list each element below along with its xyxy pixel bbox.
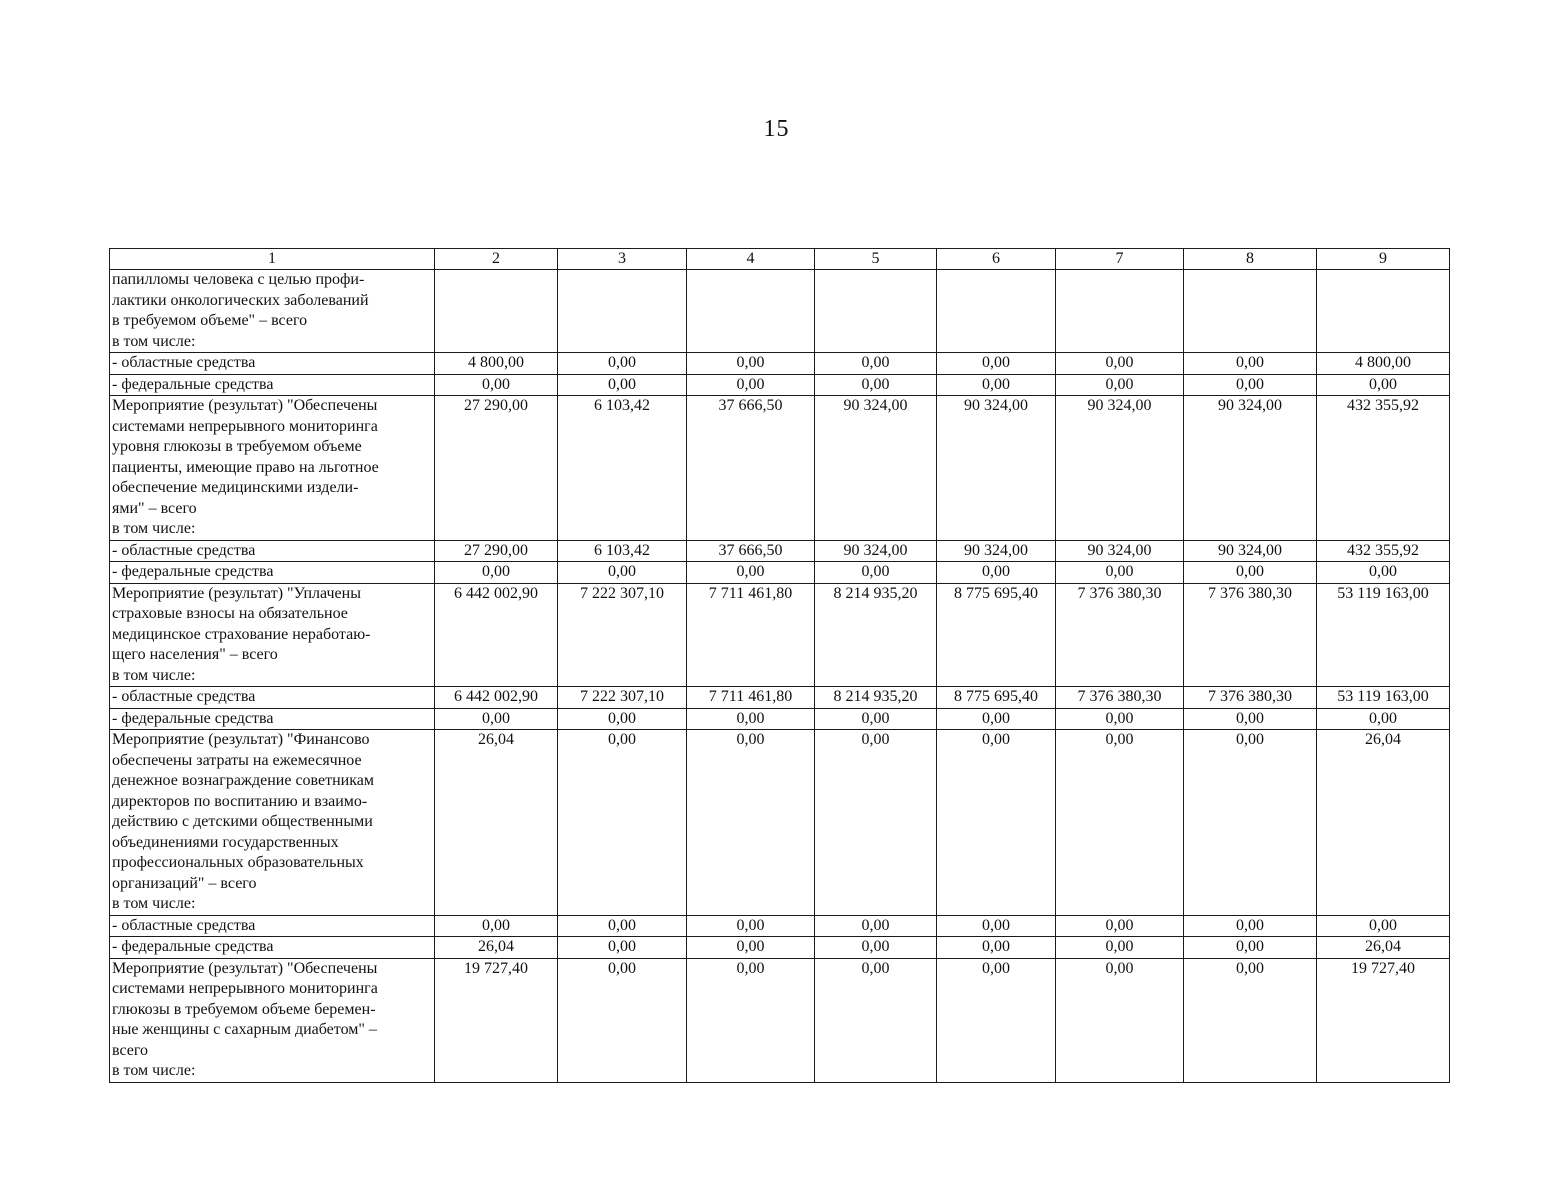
row-value xyxy=(1317,270,1450,353)
row-value: 0,00 xyxy=(558,937,687,959)
row-value xyxy=(815,270,937,353)
row-label: Мероприятие (результат) "Уплачены страховые взносы на обязательное медицинское страхование неработаю- щего населения" – всего в том числе: xyxy=(110,583,435,687)
row-value: 0,00 xyxy=(815,937,937,959)
row-value: 90 324,00 xyxy=(1184,396,1317,541)
row-value: 0,00 xyxy=(1317,562,1450,584)
row-value: 27 290,00 xyxy=(435,540,558,562)
row-value: 90 324,00 xyxy=(1056,540,1184,562)
row-value: 0,00 xyxy=(687,374,815,396)
federal-funds-row xyxy=(110,937,1450,959)
row-value: 8 214 935,20 xyxy=(815,583,937,687)
row-value: 90 324,00 xyxy=(815,540,937,562)
row-value: 0,00 xyxy=(558,562,687,584)
row-value: 6 442 002,90 xyxy=(435,687,558,709)
row-value: 4 800,00 xyxy=(1317,353,1450,375)
row-label: Мероприятие (результат) "Обеспечены системами непрерывного мониторинга уровня глюкозы в требуемом объеме пациенты, имеющие право на льготное обеспечение медицинскими издели- ями" – всего в том числе: xyxy=(110,396,435,541)
row-value: 53 119 163,00 xyxy=(1317,687,1450,709)
row-value: 7 222 307,10 xyxy=(558,687,687,709)
row-value: 0,00 xyxy=(1317,915,1450,937)
row-value: 0,00 xyxy=(1056,958,1184,1082)
row-value: 53 119 163,00 xyxy=(1317,583,1450,687)
row-value: 0,00 xyxy=(937,374,1056,396)
row-value: 0,00 xyxy=(815,562,937,584)
row-value: 0,00 xyxy=(1317,374,1450,396)
row-value: 6 103,42 xyxy=(558,396,687,541)
row-value: 0,00 xyxy=(435,374,558,396)
row-value: 6 442 002,90 xyxy=(435,583,558,687)
row-value: 0,00 xyxy=(937,915,1056,937)
row-value: 7 711 461,80 xyxy=(687,583,815,687)
row-value: 0,00 xyxy=(815,374,937,396)
column-number-row xyxy=(110,249,1450,270)
row-value: 0,00 xyxy=(815,730,937,916)
row-value: 432 355,92 xyxy=(1317,540,1450,562)
row-value: 7 711 461,80 xyxy=(687,687,815,709)
row-label: - федеральные средства xyxy=(110,562,435,584)
row-value: 7 376 380,30 xyxy=(1184,687,1317,709)
row-value: 0,00 xyxy=(687,937,815,959)
activity-row xyxy=(110,396,1450,541)
row-value: 0,00 xyxy=(1056,708,1184,730)
row-value: 90 324,00 xyxy=(815,396,937,541)
row-value: 0,00 xyxy=(558,958,687,1082)
row-value xyxy=(435,270,558,353)
row-value: 0,00 xyxy=(1056,730,1184,916)
page-number: 15 xyxy=(763,116,790,142)
row-value: 90 324,00 xyxy=(937,540,1056,562)
row-value: 0,00 xyxy=(1184,353,1317,375)
row-value: 37 666,50 xyxy=(687,396,815,541)
row-value: 0,00 xyxy=(937,708,1056,730)
row-value: 26,04 xyxy=(435,937,558,959)
column-header: 4 xyxy=(687,249,815,270)
row-value: 0,00 xyxy=(435,562,558,584)
column-header: 9 xyxy=(1317,249,1450,270)
column-header: 7 xyxy=(1056,249,1184,270)
row-value: 19 727,40 xyxy=(435,958,558,1082)
column-header: 5 xyxy=(815,249,937,270)
row-value: 0,00 xyxy=(1056,562,1184,584)
row-value: 7 376 380,30 xyxy=(1184,583,1317,687)
row-value: 90 324,00 xyxy=(1056,396,1184,541)
row-value xyxy=(687,270,815,353)
row-value: 27 290,00 xyxy=(435,396,558,541)
column-header: 8 xyxy=(1184,249,1317,270)
activity-row xyxy=(110,583,1450,687)
row-label: - областные средства xyxy=(110,540,435,562)
row-value: 0,00 xyxy=(937,562,1056,584)
column-header: 3 xyxy=(558,249,687,270)
row-value: 0,00 xyxy=(687,562,815,584)
row-value: 0,00 xyxy=(558,708,687,730)
row-value: 0,00 xyxy=(1184,915,1317,937)
regional-funds-row xyxy=(110,540,1450,562)
regional-funds-row xyxy=(110,687,1450,709)
row-value: 0,00 xyxy=(687,915,815,937)
row-value: 0,00 xyxy=(1184,708,1317,730)
row-value: 19 727,40 xyxy=(1317,958,1450,1082)
row-value xyxy=(558,270,687,353)
federal-funds-row xyxy=(110,374,1450,396)
row-value: 0,00 xyxy=(815,353,937,375)
row-value: 0,00 xyxy=(435,915,558,937)
row-value: 0,00 xyxy=(1184,958,1317,1082)
row-value xyxy=(1056,270,1184,353)
row-value: 0,00 xyxy=(1184,730,1317,916)
row-value: 0,00 xyxy=(687,353,815,375)
regional-funds-row xyxy=(110,353,1450,375)
row-value: 0,00 xyxy=(815,915,937,937)
row-value: 26,04 xyxy=(1317,937,1450,959)
row-value: 0,00 xyxy=(558,374,687,396)
row-value: 90 324,00 xyxy=(937,396,1056,541)
row-value: 0,00 xyxy=(937,958,1056,1082)
row-value: 0,00 xyxy=(937,937,1056,959)
row-value: 0,00 xyxy=(687,730,815,916)
column-header: 6 xyxy=(937,249,1056,270)
row-value: 0,00 xyxy=(687,958,815,1082)
row-value: 0,00 xyxy=(1056,353,1184,375)
row-value: 26,04 xyxy=(435,730,558,916)
row-value: 8 775 695,40 xyxy=(937,687,1056,709)
row-value: 432 355,92 xyxy=(1317,396,1450,541)
row-value: 0,00 xyxy=(558,353,687,375)
column-header: 1 xyxy=(110,249,435,270)
row-value: 0,00 xyxy=(1056,937,1184,959)
activity-row xyxy=(110,270,1450,353)
row-value: 0,00 xyxy=(558,915,687,937)
budget-table xyxy=(109,248,1450,1083)
row-value: 0,00 xyxy=(937,353,1056,375)
federal-funds-row xyxy=(110,708,1450,730)
row-value: 0,00 xyxy=(687,708,815,730)
row-label: Мероприятие (результат) "Обеспечены системами непрерывного мониторинга глюкозы в требуемом объеме беремен- ные женщины с сахарным диабетом" – всего в том числе: xyxy=(110,958,435,1082)
row-label: - областные средства xyxy=(110,915,435,937)
row-value: 0,00 xyxy=(815,958,937,1082)
row-value xyxy=(1184,270,1317,353)
row-value: 0,00 xyxy=(1184,374,1317,396)
row-value: 0,00 xyxy=(1056,915,1184,937)
row-value: 0,00 xyxy=(1056,374,1184,396)
row-value: 8 775 695,40 xyxy=(937,583,1056,687)
row-value: 0,00 xyxy=(937,730,1056,916)
row-value: 0,00 xyxy=(435,708,558,730)
row-label: - федеральные средства xyxy=(110,937,435,959)
row-value: 0,00 xyxy=(1184,562,1317,584)
row-value: 0,00 xyxy=(1184,937,1317,959)
federal-funds-row xyxy=(110,562,1450,584)
row-label: папилломы человека с целью профи- лактики онкологических заболеваний в требуемом объеме" – всего в том числе: xyxy=(110,270,435,353)
row-value: 7 222 307,10 xyxy=(558,583,687,687)
column-header: 2 xyxy=(435,249,558,270)
row-label: - областные средства xyxy=(110,353,435,375)
row-label: Мероприятие (результат) "Финансово обеспечены затраты на ежемесячное денежное вознаграждение советникам директоров по воспитанию и взаимо- действию с детскими общественными объединениями государственных профессиональных образовательных организаций" – всего в том числе: xyxy=(110,730,435,916)
row-value: 8 214 935,20 xyxy=(815,687,937,709)
regional-funds-row xyxy=(110,915,1450,937)
row-label: - федеральные средства xyxy=(110,708,435,730)
row-value xyxy=(937,270,1056,353)
row-value: 7 376 380,30 xyxy=(1056,583,1184,687)
row-value: 90 324,00 xyxy=(1184,540,1317,562)
row-value: 26,04 xyxy=(1317,730,1450,916)
row-value: 7 376 380,30 xyxy=(1056,687,1184,709)
row-value: 4 800,00 xyxy=(435,353,558,375)
row-value: 0,00 xyxy=(1317,708,1450,730)
row-label: - федеральные средства xyxy=(110,374,435,396)
activity-row xyxy=(110,730,1450,916)
row-value: 6 103,42 xyxy=(558,540,687,562)
row-value: 0,00 xyxy=(815,708,937,730)
activity-row xyxy=(110,958,1450,1082)
row-value: 37 666,50 xyxy=(687,540,815,562)
row-label: - областные средства xyxy=(110,687,435,709)
row-value: 0,00 xyxy=(558,730,687,916)
